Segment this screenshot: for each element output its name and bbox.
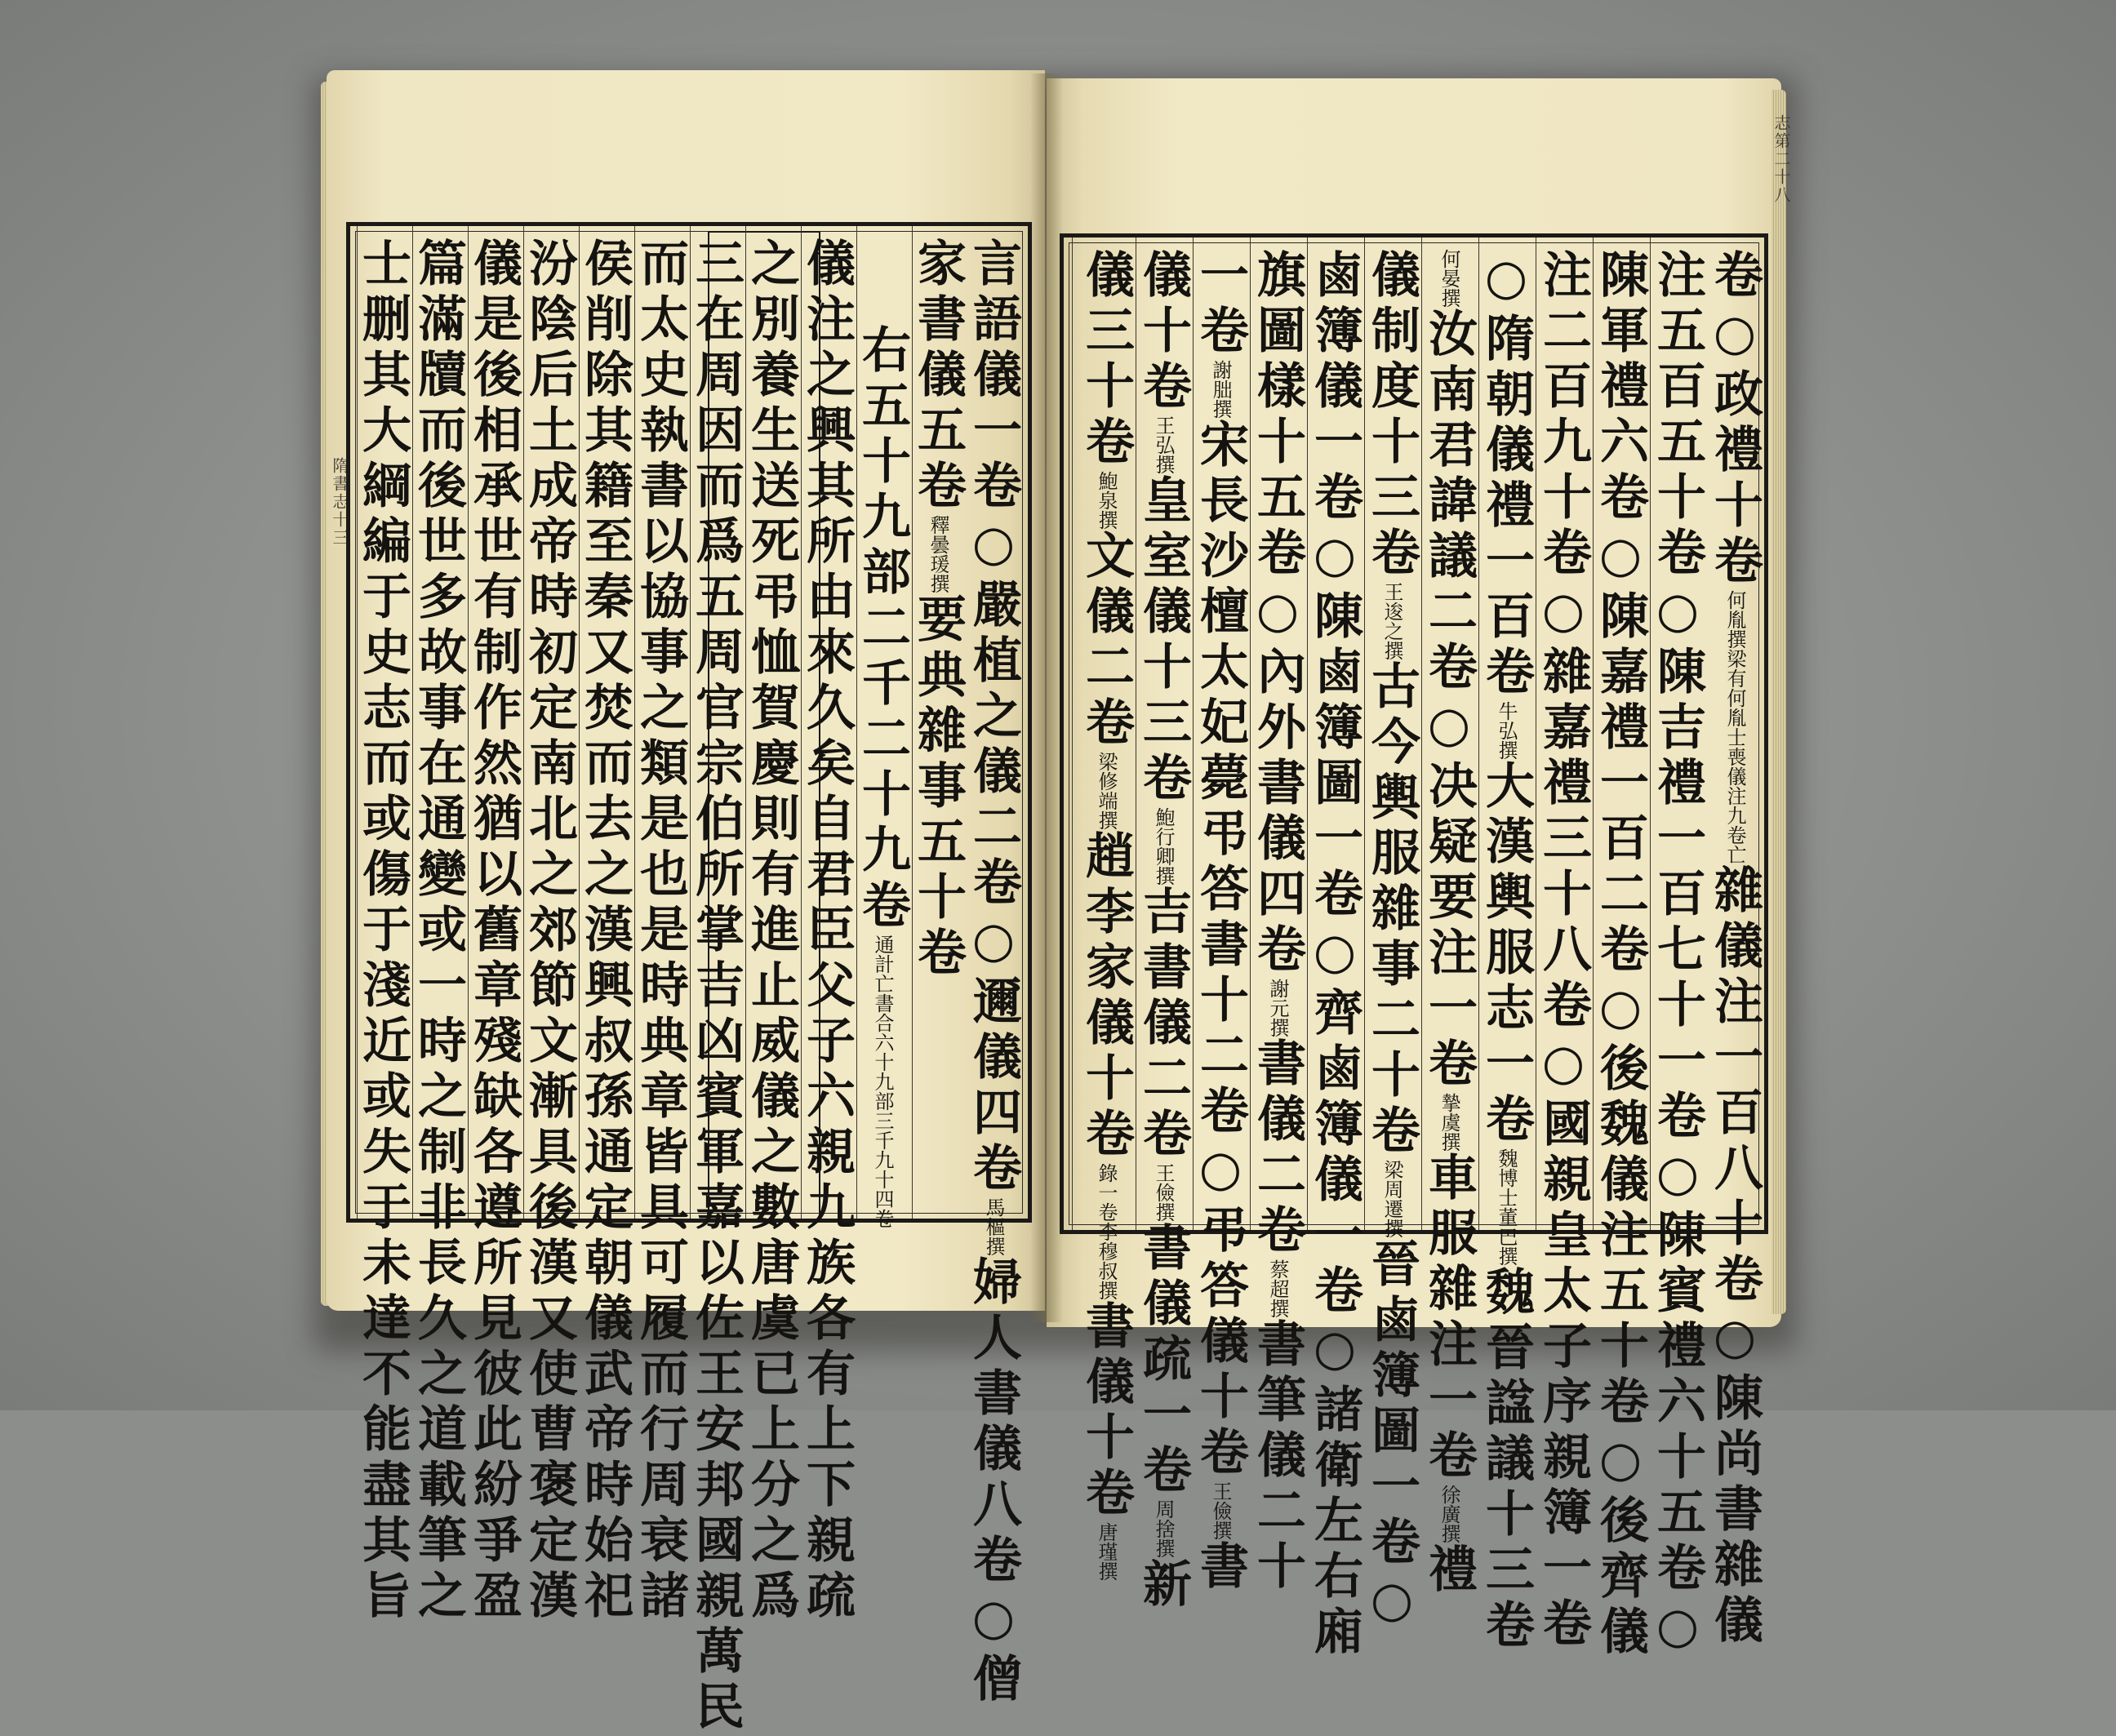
text-main: 家書儀五卷: [909, 238, 967, 515]
text-main: 魏晉諡議十三卷: [1478, 1266, 1535, 1654]
left-col-5: [743, 226, 801, 1625]
text-main: 文儀二卷: [1078, 530, 1135, 752]
text-note: 通計亡書合六十九部三千九十四卷: [871, 935, 894, 1228]
text-main: 要典雜事五十卷: [909, 593, 967, 982]
left-col-6: [687, 226, 745, 1736]
left-col-3: [854, 226, 912, 1228]
text-note: 王弘撰: [1152, 415, 1175, 474]
text-main: 宋長沙檀太妃薨弔答書十二卷○弔答儀十卷: [1192, 419, 1249, 1481]
text-main: 晉鹵簿圖一卷○: [1363, 1238, 1420, 1635]
right-col-9: [1249, 238, 1307, 1596]
text-main: 之別養生送死弔恤賀慶則有進止威儀之數唐虞已上分之爲: [743, 238, 800, 1625]
text-note: 何胤撰梁有何胤士喪儀注九卷亡: [1723, 590, 1746, 864]
left-col-4: [798, 226, 856, 1625]
left-col-10: [465, 226, 523, 1625]
text-main: 書筆儀二十: [1249, 1318, 1306, 1596]
text-main: 書: [1192, 1540, 1249, 1596]
text-main: 鹵簿儀一卷○陳鹵簿圖一卷○齊鹵簿儀一卷○諸衛左右廂: [1306, 249, 1363, 1661]
text-note: 何晏撰: [1438, 249, 1460, 308]
right-col-1: [1706, 238, 1764, 1649]
text-note: 鮑泉撰: [1095, 471, 1118, 530]
book-gutter: [1030, 73, 1063, 1322]
text-main: 婦人書儀八卷○僧: [965, 1256, 1022, 1708]
text-note: 梁修端撰: [1095, 752, 1118, 830]
text-main: 侯削除其籍至秦又焚而去之漢興叔孫通定朝儀武帝時始祀: [576, 238, 633, 1625]
right-col-2: [1649, 238, 1707, 1661]
text-note: 鮑行卿撰: [1152, 807, 1175, 886]
text-main: 新: [1135, 1558, 1192, 1614]
text-note: 唐瑾撰: [1095, 1522, 1118, 1581]
text-main: ○隋朝儀禮一百卷: [1478, 249, 1535, 701]
text-main: 車服雜注一卷: [1420, 1152, 1478, 1485]
text-main: 儀制度十三卷: [1363, 249, 1420, 582]
text-main: 古今輿服雜事二十卷: [1363, 660, 1420, 1160]
text-main: 書儀十卷: [1078, 1300, 1135, 1522]
text-note: 馬樞撰: [982, 1197, 1005, 1256]
text-main: 卷○政禮十卷: [1706, 249, 1763, 590]
text-main: 旗圖樣十五卷○內外書儀四卷: [1249, 249, 1306, 979]
text-note: 王逡之撰: [1380, 582, 1403, 660]
text-note: 王儉撰: [1209, 1481, 1232, 1540]
left-col-1: [965, 226, 1023, 1708]
text-main: 書儀二卷: [1249, 1037, 1306, 1259]
text-note: 周捨撰: [1152, 1499, 1175, 1558]
text-main: 大漢輿服志一卷: [1478, 760, 1535, 1148]
text-note: 徐廣撰: [1438, 1485, 1460, 1543]
text-note: 摯虞撰: [1438, 1093, 1460, 1152]
text-note: 謝元撰: [1266, 979, 1289, 1037]
text-main: 書儀疏一卷: [1135, 1222, 1192, 1499]
left-col-11: [410, 226, 468, 1625]
text-main: 儀是後相承世有制作然猶以舊章殘缺各遵所見彼此紛爭盈: [465, 238, 522, 1625]
right-col-6: [1420, 238, 1478, 1599]
text-main: 汝南君諱議二卷○决疑要注一卷: [1420, 308, 1478, 1093]
text-note: 謝朏撰: [1209, 360, 1232, 419]
text-note: 魏博士董巴撰: [1495, 1148, 1518, 1266]
right-col-4: [1535, 238, 1593, 1653]
text-main: 右五十九部二千二十九卷: [854, 324, 911, 935]
text-main: 儀三十卷: [1078, 249, 1135, 471]
text-main: 篇滿牘而後世多故事在通變或一時之制非長久之道載筆之: [410, 238, 467, 1625]
left-col-8: [576, 226, 634, 1625]
text-main: 吉書儀二卷: [1135, 886, 1192, 1163]
right-col-11: [1135, 238, 1193, 1614]
left-edge-label: 隋書志十三: [330, 457, 349, 547]
right-text-frame: [1060, 233, 1768, 1661]
text-main: 儀注之興其所由來久矣自君臣父子六親九族各有上下親疏: [798, 238, 856, 1625]
text-main: 注五百五十卷○陳吉禮一百七十一卷○陳賓禮六十五卷○: [1649, 249, 1706, 1661]
text-note: 王儉撰: [1152, 1163, 1175, 1222]
text-note: 錄一卷李穆叔撰: [1095, 1163, 1118, 1300]
text-note: 牛弘撰: [1495, 701, 1518, 760]
right-col-8: [1306, 238, 1364, 1661]
text-main: 皇室儀十三卷: [1135, 474, 1192, 807]
left-col-12: [354, 226, 412, 1625]
text-main: 言語儀一卷○嚴植之儀二卷○邇儀四卷: [965, 238, 1022, 1197]
text-note: 蔡超撰: [1266, 1259, 1289, 1318]
text-main: 禮: [1420, 1543, 1478, 1599]
right-col-7: [1363, 238, 1421, 1635]
right-col-3: [1592, 238, 1650, 1661]
text-main: 雜儀注一百八十卷○陳尚書雜儀: [1706, 864, 1763, 1649]
text-main: 趙李家儀十卷: [1078, 830, 1135, 1163]
text-main: 儀十卷: [1135, 249, 1192, 415]
text-main: 而太史執書以協事之類是也是時典章皆具可履而行周衰諸: [632, 238, 689, 1625]
right-col-10: [1192, 238, 1250, 1596]
text-main: 陳軍禮六卷○陳嘉禮一百二卷○後魏儀注五十卷○後齊儀: [1592, 249, 1649, 1661]
text-main: 注二百九十卷○雜嘉禮三十八卷○國親皇太子序親簿一卷: [1535, 249, 1592, 1653]
text-main: 三在周因而爲五周官宗伯所掌吉凶賓軍嘉以佐王安邦國親萬民: [687, 238, 745, 1736]
right-page-edges: [1771, 90, 1786, 1314]
text-main: 一卷: [1192, 249, 1249, 360]
left-col-9: [521, 226, 579, 1625]
left-text-frame: [346, 222, 1032, 1736]
right-col-5: [1478, 238, 1536, 1654]
text-note: 梁周遷撰: [1380, 1160, 1403, 1238]
left-col-2: [909, 226, 967, 1219]
text-main: 汾陰后土成帝時初定南北之郊節文漸具後漢又使曹褒定漢: [521, 238, 578, 1625]
text-note: 釋曇瑗撰: [927, 515, 949, 593]
left-col-7: [632, 226, 690, 1625]
text-main: 士删其大綱編于史志而或傷于淺近或失于未達不能盡其旨: [354, 238, 411, 1625]
right-col-12: [1072, 238, 1136, 1581]
right-edge-label: 志第二十八: [1771, 114, 1791, 204]
